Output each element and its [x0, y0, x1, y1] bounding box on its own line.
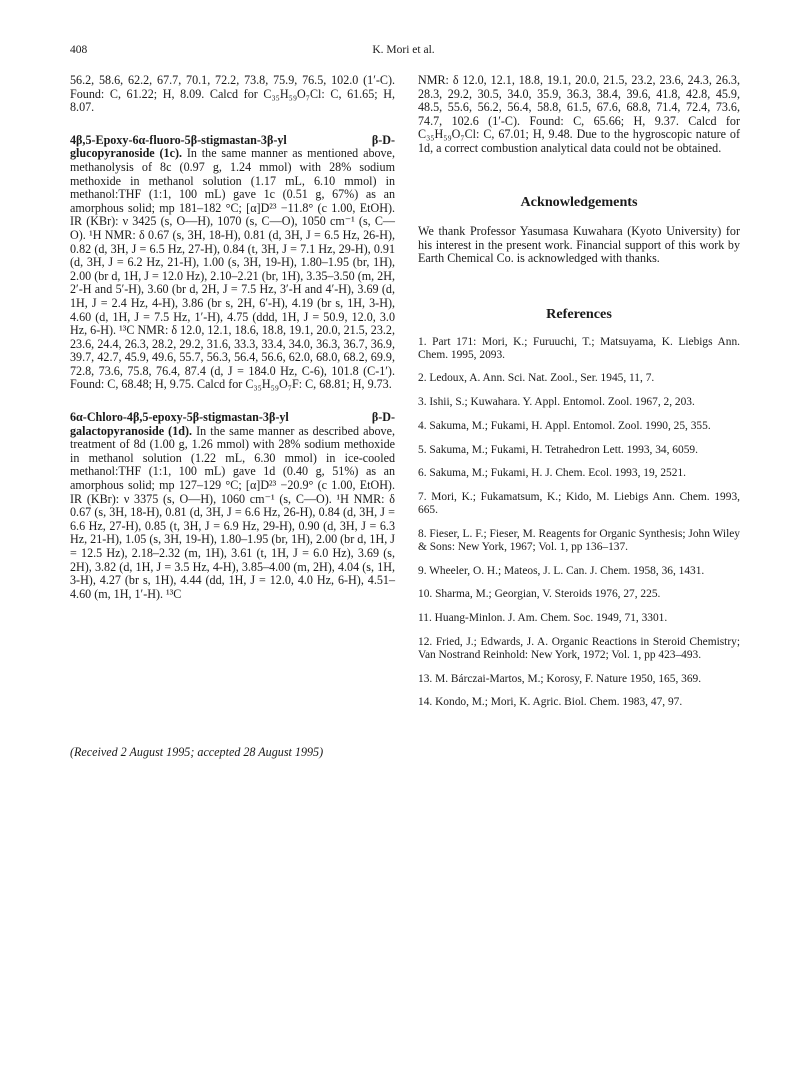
reference-item: 12. Fried, J.; Edwards, J. A. Organic Reactions in Steroid Chemistry; Van Nostrand Reinhold: New York, 1972; Vol. 1, pp 423–493. [418, 635, 740, 662]
compound-1d-paragraph [70, 411, 395, 601]
reference-item: 14. Kondo, M.; Mori, K. Agric. Biol. Chem. 1983, 47, 97. [418, 696, 683, 709]
reference-item: 1. Part 171: Mori, K.; Furuuchi, T.; Matsuyama, K. Liebigs Ann. Chem. 1995, 2093. [418, 335, 740, 361]
acknowledgements-body: We thank Professor Yasumasa Kuwahara (Kyoto University) for his interest in the present work. Financial support of this work by Earth Chemical Co. is acknowledged with thanks. [418, 224, 740, 266]
reference-item: 7. Mori, K.; Fukamatsum, K.; Kido, M. Liebigs Ann. Chem. 1993, 665. [418, 490, 740, 517]
running-head: K. Mori et al. [372, 44, 435, 56]
reference-item: 4. Sakuma, M.; Fukami, H. Appl. Entomol. Zool. 1990, 25, 355. [418, 419, 711, 432]
compound-1d-heading: 6α-Chloro-4β,5-epoxy-5β-stigmastan-3β-yl β-D-galactopyranoside (1d). [70, 410, 395, 438]
page-number: 408 [70, 44, 88, 56]
compound-1c-body: In the same manner as mentioned above, methanolysis of 8c (0.97 g, 1.24 mmol) with 28% sodium methoxide in methanol solution (1.17 mL, 6.10 mmol) in methanol:THF (1:1, 100 mL) gave 1c (0.51 g, 67%) as an amorphous solid; mp 181–182 °C; [α]D²³ −11.8° (c 1.00, EtOH). IR (KBr): ν 3425 (s, O—H), 1070 (s, C—O), 1050 cm⁻¹ (s, C—O). ¹H NMR: δ 0.67 (s, 3H, 18-H), 0.81 (d, 3H, J = 6.5 Hz, 26-H), 0.82 (d, 3H, J = 6.5 Hz, 27-H), 0.84 (t, 3H, J = 7.1 Hz, 29-H), 0.91 (d, 3H, J = 6.2 Hz, 21-H), 1.00 (s, 3H, 19-H), 1.80–1.95 (br, 1H), 2.00 (br d, 1H, J = 12.0 Hz), 2.10–2.21 (br, 1H), 3.35–3.50 (m, 2H, 2′-H and 5′-H), 3.60 (br d, 2H, J = 7.5 Hz, 3′-H and 4′-H), 3.69 (d, 1H, J = 2.4 Hz, 4-H), 3.86 (br s, 2H, 6′-H), 4.19 (br s, 1H, 3-H), 4.60 (d, 1H, J = 7.5 Hz, 1′-H), 4.75 (ddd, 1H, J = 50.9, 12.0, 3.0 Hz, 6-H). ¹³C NMR: δ 12.0, 12.1, 18.6, 18.8, 19.1, 20.0, 21.5, 23.2, 23.6, 24.4, 26.3, 28.2, 29.2, 31.6, 33.3, 33.4, 34.0, 36.3, 36.7, 36.9, 39.7, 42.7, 45.9, 49.6, 55.7, 56.3, 56.4, 56.6, 62.0, 68.0, 68.2, 69.9, 72.8, 73.6, 75.8, 76.4, 87.4 (d, J = 184.0 Hz, C-6), 101.8 (C-1′). Found: C, 68.48; H, 9.75. Calcd for C₃₅H₅₉O₇F: C, 68.81; H, 9.73. [70, 146, 395, 392]
acknowledgements-heading: Acknowledgements [520, 193, 638, 210]
reference-item: 10. Sharma, M.; Georgian, V. Steroids 1976, 27, 225. [418, 588, 661, 601]
reference-item: 5. Sakuma, M.; Fukami, H. Tetrahedron Lett. 1993, 34, 6059. [418, 443, 698, 456]
reference-list [418, 336, 740, 710]
reference-item: 9. Wheeler, O. H.; Mateos, J. L. Can. J. Chem. 1958, 36, 1431. [418, 564, 705, 577]
reference-item: 2. Ledoux, A. Ann. Sci. Nat. Zool., Ser. 1945, 11, 7. [418, 372, 655, 385]
reference-item: 6. Sakuma, M.; Fukami, H. J. Chem. Ecol. 1993, 19, 2521. [418, 467, 686, 480]
references-heading: References [546, 305, 612, 322]
compound-1d-body: In the same manner as described above, treatment of 8d (1.00 g, 1.26 mmol) with 28% sodium methoxide in methanol solution (1.22 mL, 6.30 mmol) in ice-cooled methanol:THF (1:1, 100 mL) gave 1d (0.40 g, 51%) as an amorphous solid; mp 127–129 °C; [α]D²³ −20.9° (c 1.00, EtOH). IR (KBr): ν 3375 (s, O—H), 1060 cm⁻¹ (s, C—O). ¹H NMR: δ 0.67 (s, 3H, 18-H), 0.81 (d, 3H, J = 6.6 Hz, 26-H), 0.84 (d, 3H, J = 6.6 Hz, 27-H), 0.85 (t, 3H, J = 6.9 Hz, 29-H), 0.90 (d, 3H, J = 6.3 Hz, 21-H), 1.05 (s, 3H, 19-H), 1.80–1.95 (br, 1H), 2.00 (br d, 1H, J = 12.5 Hz), 2.18–2.32 (m, 1H), 3.61 (t, 1H, J = 6.0 Hz), 3.69 (s, 2H), 3.82 (d, 1H, J = 3.5 Hz, 4-H), 3.85–4.00 (m, 2H), 4.04 (s, 1H, 3-H), 4.27 (br s, 1H), 4.44 (dd, 1H, J = 12.0, 4.0 Hz, 6-H), 4.51–4.60 (m, 1H, 1′-H). ¹³C [70, 423, 395, 601]
left-column [70, 74, 395, 601]
reference-item: 11. Huang-Minlon. J. Am. Chem. Soc. 1949, 71, 3301. [418, 612, 668, 625]
received-note: (Received 2 August 1995; accepted 28 August 1995) [70, 745, 324, 759]
compound-1c-heading: 4β,5-Epoxy-6α-fluoro-5β-stigmastan-3β-yl β-D-glucopyranoside (1c). [70, 132, 395, 161]
right-column [418, 74, 740, 720]
continued-paragraph: 56.2, 58.6, 62.2, 67.7, 70.1, 72.2, 73.8, 75.9, 76.5, 102.0 (1′-C). Found: C, 61.22; H, 8.09. Calcd for C₃₅H₅₉O₇Cl: C, 61.65; H, 8.07. [70, 73, 395, 115]
compound-1c-paragraph [70, 134, 395, 392]
reference-item: 13. M. Bárczai-Martos, M.; Korosy, F. Nature 1950, 165, 369. [418, 672, 702, 685]
reference-item: 8. Fieser, L. F.; Fieser, M. Reagents for Organic Synthesis; John Wiley & Sons: New York, 1967; Vol. 1, pp 136–137. [418, 527, 740, 554]
reference-item: 3. Ishii, S.; Kuwahara. Y. Appl. Entomol. Zool. 1967, 2, 203. [418, 396, 695, 409]
continued-nmr-paragraph: NMR: δ 12.0, 12.1, 18.8, 19.1, 20.0, 21.5, 23.2, 23.6, 24.3, 26.3, 28.3, 29.2, 30.5, 34.0, 35.9, 36.3, 38.4, 39.6, 41.8, 42.8, 45.9, 48.5, 55.6, 56.2, 56.4, 58.8, 61.5, 67.6, 68.8, 71.4, 72.4, 73.6, 74.7, 102.6 (1′-C). Found: C, 65.66; H, 9.37. Calcd for C₃₅H₅₉O₇Cl: C, 67.01; H, 9.48. Due to the hygroscopic nature of 1d, a correct combustion analytical data could not be obtained. [418, 73, 740, 155]
